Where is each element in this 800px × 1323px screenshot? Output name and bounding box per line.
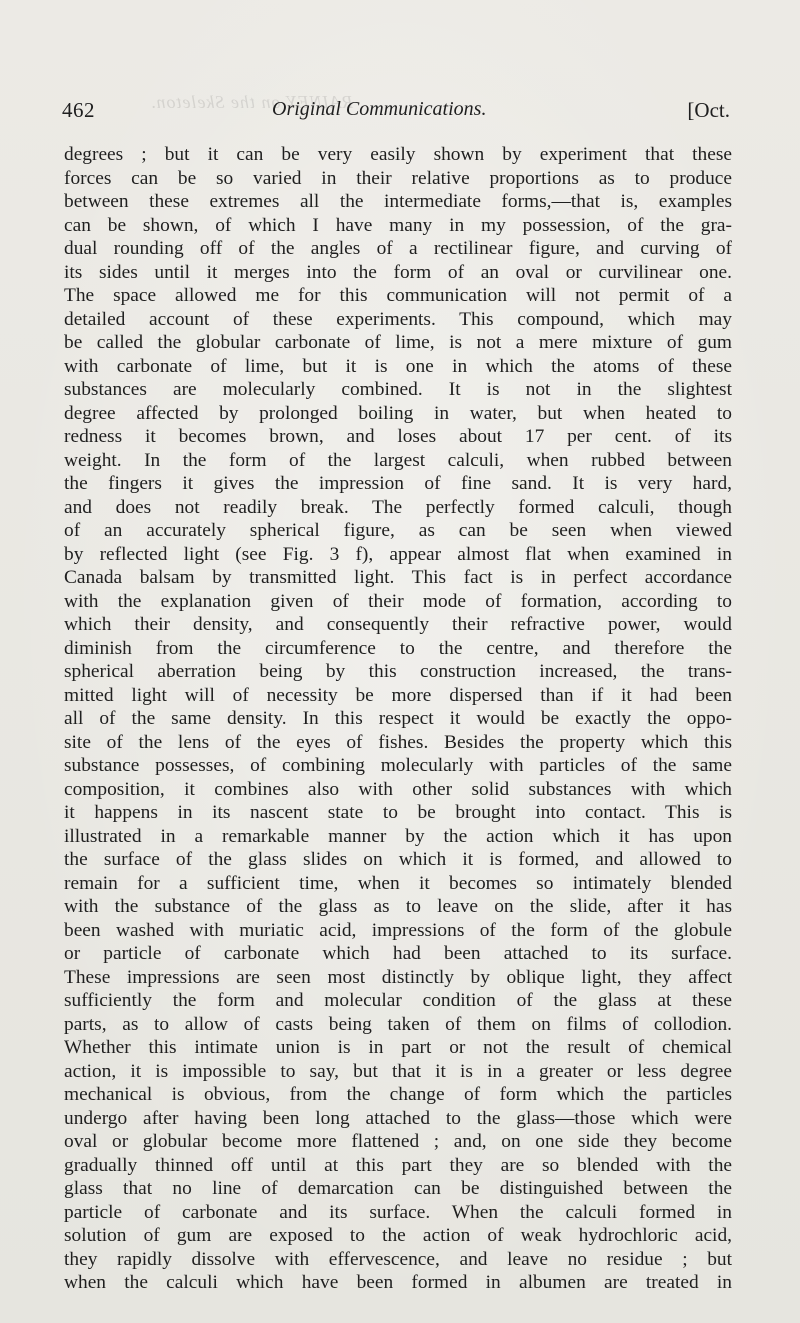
body-paragraph	[64, 143, 732, 1295]
text-line: or particle of carbonate which had been attached to its surface.	[64, 943, 732, 964]
text-line: action, it is impossible to say, but that it is in a greater or less degree	[64, 1060, 732, 1082]
text-line: and does not readily break. The perfectly formed calculi, though	[64, 496, 732, 518]
text-line: by reflected light (see Fig. 3 f), appear almost flat when examined in	[64, 543, 732, 565]
text-line: the surface of the glass slides on which it is formed, and allowed to	[64, 849, 732, 870]
text-line: The space allowed me for this communication will not permit of a	[64, 285, 732, 306]
text-line: with carbonate of lime, but it is one in which the atoms of these	[64, 355, 732, 377]
text-line: Whether this intimate union is in part or not the result of chemical	[64, 1037, 732, 1058]
text-line: with the explanation given of their mode of formation, according to	[64, 590, 732, 612]
running-title: Original Communications.	[272, 98, 487, 120]
text-line: spherical aberration being by this construction increased, the trans-	[64, 661, 732, 682]
text-line: mitted light will of necessity be more dispersed than if it had been	[64, 684, 732, 706]
text-line: with the substance of the glass as to leave on the slide, after it has	[64, 896, 732, 917]
text-line: redness it becomes brown, and loses about 17 per cent. of its	[64, 426, 732, 447]
page-number: 462	[62, 98, 95, 122]
text-line: all of the same density. In this respect it would be exactly the oppo-	[64, 708, 732, 729]
text-line: between these extremes all the intermediate forms,—that is, examples	[64, 191, 732, 212]
text-line: substance possesses, of combining molecularly with particles of the same	[64, 755, 732, 776]
text-line: degrees ; but it can be very easily shown by experiment that these	[64, 144, 732, 165]
text-line: when the calculi which have been formed in albumen are treated in	[64, 1272, 732, 1293]
text-line: which their density, and consequently their refractive power, would	[64, 614, 732, 635]
text-line: solution of gum are exposed to the action of weak hydrochloric acid,	[64, 1225, 732, 1246]
text-line: forces can be so varied in their relative proportions as to produce	[64, 167, 732, 189]
text-line: degree affected by prolonged boiling in water, but when heated to	[64, 402, 732, 424]
text-line: oval or globular become more flattened ; and, on one side they become	[64, 1131, 732, 1152]
text-line: weight. In the form of the largest calculi, when rubbed between	[64, 449, 732, 471]
text-line: dual rounding off of the angles of a rectilinear figure, and curving of	[64, 238, 732, 259]
text-line: mechanical is obvious, from the change of form which the particles	[64, 1084, 732, 1105]
text-line: diminish from the circumference to the centre, and therefore the	[64, 637, 732, 659]
text-line: Canada balsam by transmitted light. This fact is in perfect accordance	[64, 567, 732, 588]
text-line: composition, it combines also with other solid substances with which	[64, 778, 732, 800]
text-line: glass that no line of demarcation can be distinguished between the	[64, 1178, 732, 1199]
text-line: undergo after having been long attached to the glass—those which were	[64, 1107, 732, 1129]
text-line: detailed account of these experiments. This compound, which may	[64, 308, 732, 330]
running-date: [Oct.	[687, 98, 730, 122]
bleed-through-text: RAINEY on the Skeleton.	[150, 92, 353, 112]
text-line: the fingers it gives the impression of fine sand. It is very hard,	[64, 473, 732, 494]
text-line: particle of carbonate and its surface. When the calculi formed in	[64, 1201, 732, 1223]
text-line: remain for a sufficient time, when it becomes so intimately blended	[64, 872, 732, 894]
text-line: they rapidly dissolve with effervescence, and leave no residue ; but	[64, 1248, 732, 1270]
text-line: can be shown, of which I have many in my possession, of the gra-	[64, 214, 732, 236]
text-line: substances are molecularly combined. It is not in the slightest	[64, 379, 732, 400]
text-line: it happens in its nascent state to be brought into contact. This is	[64, 802, 732, 823]
text-line: of an accurately spherical figure, as can be seen when viewed	[64, 520, 732, 541]
text-line: been washed with muriatic acid, impressions of the form of the globule	[64, 919, 732, 941]
text-line: These impressions are seen most distinctly by oblique light, they affect	[64, 966, 732, 988]
text-line: parts, as to allow of casts being taken of them on films of collodion.	[64, 1013, 732, 1035]
running-header	[62, 98, 730, 128]
text-line: sufficiently the form and molecular condition of the glass at these	[64, 990, 732, 1011]
text-line: site of the lens of the eyes of fishes. Besides the property which this	[64, 731, 732, 753]
text-line: its sides until it merges into the form of an oval or curvilinear one.	[64, 261, 732, 283]
text-line: illustrated in a remarkable manner by the action which it has upon	[64, 825, 732, 847]
text-line: gradually thinned off until at this part they are so blended with the	[64, 1154, 732, 1176]
text-line: be called the globular carbonate of lime, is not a mere mixture of gum	[64, 332, 732, 353]
